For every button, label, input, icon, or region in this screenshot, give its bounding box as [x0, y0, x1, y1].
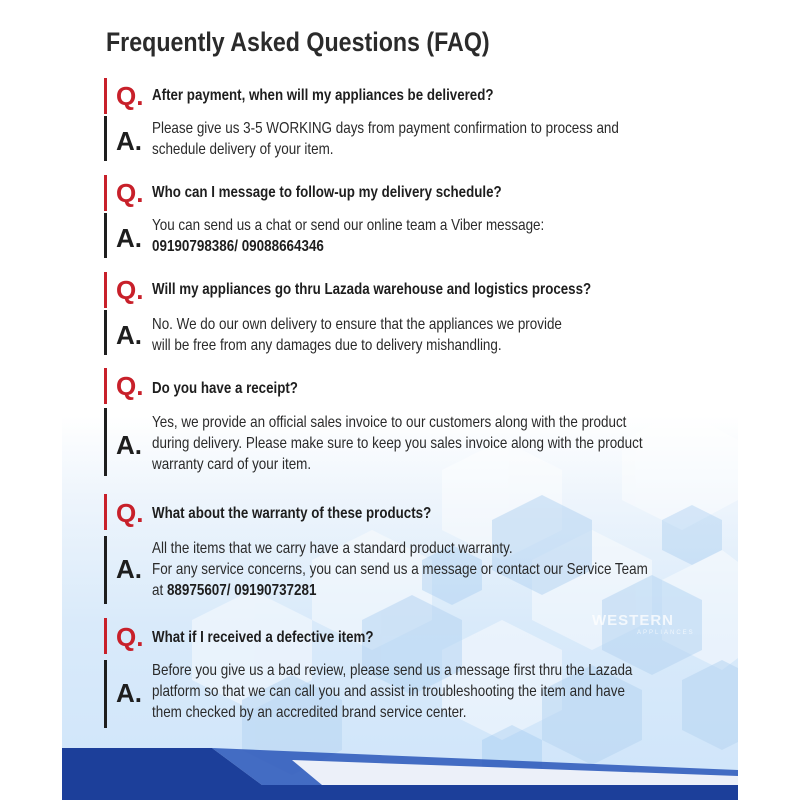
question-marker: Q. [116, 178, 144, 208]
answer-line: You can send us a chat or send our online team a Viber message: [152, 217, 545, 234]
answer-line: warranty card of your item. [152, 456, 312, 473]
answer-accent-bar [104, 660, 107, 728]
brand-watermark: WESTERN [592, 612, 674, 629]
answer-marker: A. [116, 126, 142, 156]
answer-line-prefix: at [152, 582, 167, 599]
question-accent-bar [104, 78, 107, 114]
answer-accent-bar [104, 116, 107, 161]
question-text: Who can I message to follow-up my delivery schedule? [152, 184, 502, 201]
question-accent-bar [104, 618, 107, 654]
answer-line: All the items that we carry have a standard product warranty. [152, 540, 513, 557]
answer-line: No. We do our own delivery to ensure that the appliances we provide [152, 316, 562, 333]
question-marker: Q. [116, 498, 144, 528]
answer-line: platform so that we can call you and assist in troubleshooting the item and have [152, 683, 625, 700]
answer-line: For any service concerns, you can send us a message or contact our Service Team [152, 561, 648, 578]
question-text: Will my appliances go thru Lazada warehouse and logistics process? [152, 281, 592, 298]
page-title: Frequently Asked Questions (FAQ) [106, 27, 490, 57]
answer-line: schedule delivery of your item. [152, 141, 334, 158]
footer-blue-band [62, 740, 738, 800]
answer-marker: A. [116, 223, 142, 253]
answer-text [152, 215, 544, 257]
question-accent-bar [104, 272, 107, 308]
question-accent-bar [104, 175, 107, 211]
faq-page [62, 0, 738, 800]
answer-accent-bar [104, 536, 107, 604]
question-marker: Q. [116, 81, 144, 111]
answer-text [152, 538, 648, 601]
answer-text [152, 660, 632, 723]
answer-marker: A. [116, 320, 142, 350]
answer-marker: A. [116, 554, 142, 584]
question-marker: Q. [116, 275, 144, 305]
answer-marker: A. [116, 678, 142, 708]
answer-line: Before you give us a bad review, please send us a message first thru the Lazada [152, 662, 633, 679]
answer-accent-bar [104, 408, 107, 476]
question-marker: Q. [116, 622, 144, 652]
answer-line: during delivery. Please make sure to keep you sales invoice along with the product [152, 435, 643, 452]
answer-accent-bar [104, 213, 107, 258]
answer-line: will be free from any damages due to delivery mishandling. [152, 337, 502, 354]
question-accent-bar [104, 368, 107, 404]
answer-line: them checked by an accredited brand service center. [152, 704, 467, 721]
question-text: After payment, when will my appliances be delivered? [152, 87, 494, 104]
question-text: What if I received a defective item? [152, 629, 374, 646]
question-accent-bar [104, 494, 107, 530]
answer-accent-bar [104, 310, 107, 355]
answer-marker: A. [116, 430, 142, 460]
answer-text [152, 412, 643, 475]
question-text: Do you have a receipt? [152, 380, 298, 397]
answer-text [152, 314, 562, 356]
answer-text [152, 118, 619, 160]
brand-watermark-subtitle: APPLIANCES [637, 630, 695, 636]
answer-line: Please give us 3-5 WORKING days from payment confirmation to process and [152, 120, 619, 137]
question-marker: Q. [116, 371, 144, 401]
phone-numbers: 88975607/ 09190737281 [166, 582, 317, 599]
answer-line: Yes, we provide an official sales invoice to our customers along with the product [152, 414, 627, 431]
question-text: What about the warranty of these products? [152, 505, 432, 522]
phone-numbers: 09190798386/ 09088664346 [152, 238, 324, 255]
